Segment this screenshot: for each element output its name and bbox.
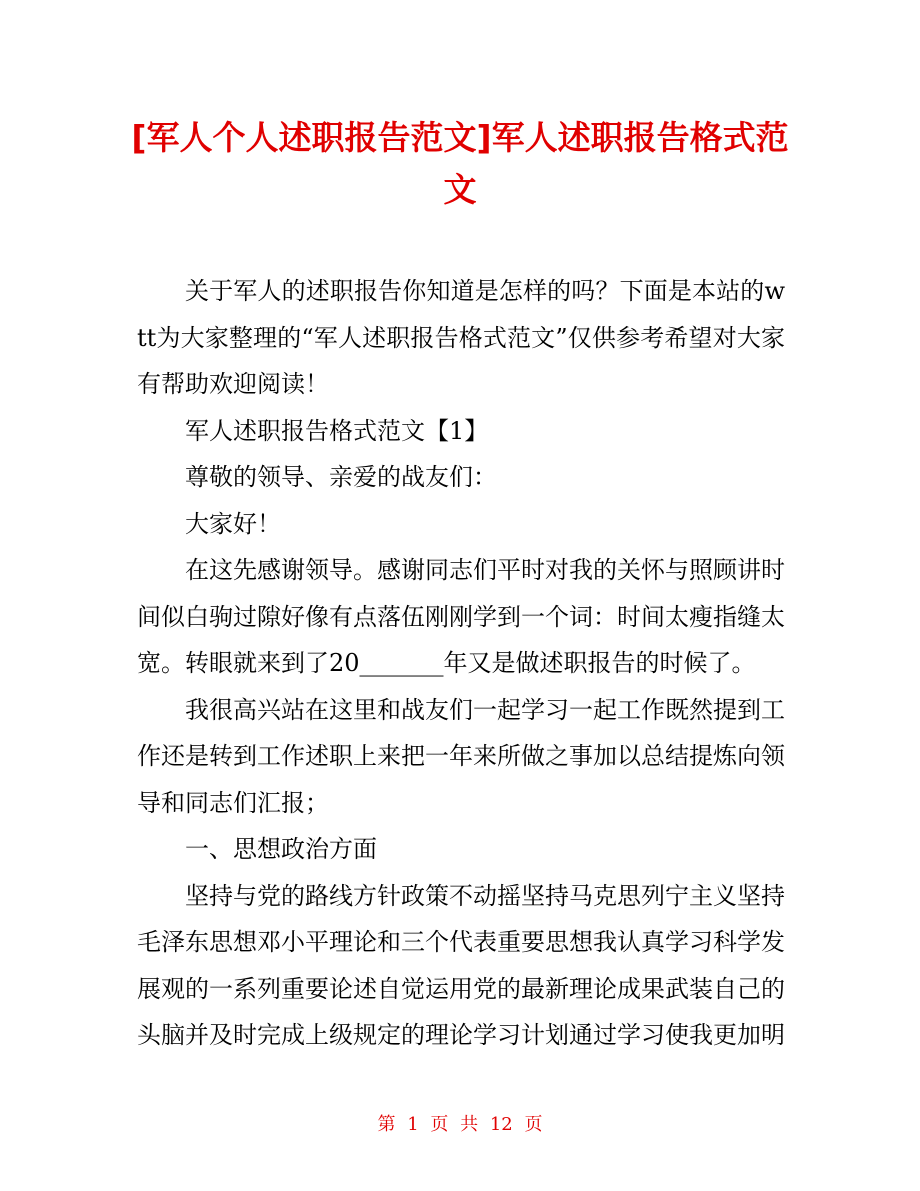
paragraph-thanks: 在这先感谢领导。感谢同志们平时对我的关怀与照顾讲时间似白驹过隙好像有点落伍刚刚学到一个词：时间太瘦指缝太宽。转眼就来到了20_______年又是做述职报告的时候了。 xyxy=(137,556,785,677)
paragraph-section-heading: 军人述职报告格式范文【1】 xyxy=(185,416,489,445)
paragraph-opening: 我很高兴站在这里和战友们一起学习一起工作既然提到工作还是转到工作述职上来把一年来所做之事加以总结提炼向领导和同志们汇报； xyxy=(137,695,785,817)
document-body xyxy=(137,268,785,1059)
paragraph-ideology: 坚持与党的路线方针政策不动摇坚持马克思列宁主义坚持毛泽东思想邓小平理论和三个代表重要思想我认真学习科学发展观的一系列重要论述自觉运用党的最新理论成果武装自己的头脑并及时完成上级规定的理论学习计划通过学习使我更加明 xyxy=(137,881,785,1049)
document-title: [军人个人述职报告范文]军人述职报告格式范文 xyxy=(131,118,789,209)
paragraph-greeting: 大家好！ xyxy=(185,509,281,538)
paragraph-subheading-ideology: 一、思想政治方面 xyxy=(185,835,377,863)
paragraph-intro: 关于军人的述职报告你知道是怎样的吗？下面是本站的wtt为大家整理的“军人述职报告格式范文”仅供参考希望对大家有帮助欢迎阅读！ xyxy=(137,277,785,398)
page-footer-indicator: 第 1 页 共 12 页 xyxy=(377,1114,543,1135)
paragraph-salutation: 尊敬的领导、亲爱的战友们： xyxy=(185,463,497,491)
